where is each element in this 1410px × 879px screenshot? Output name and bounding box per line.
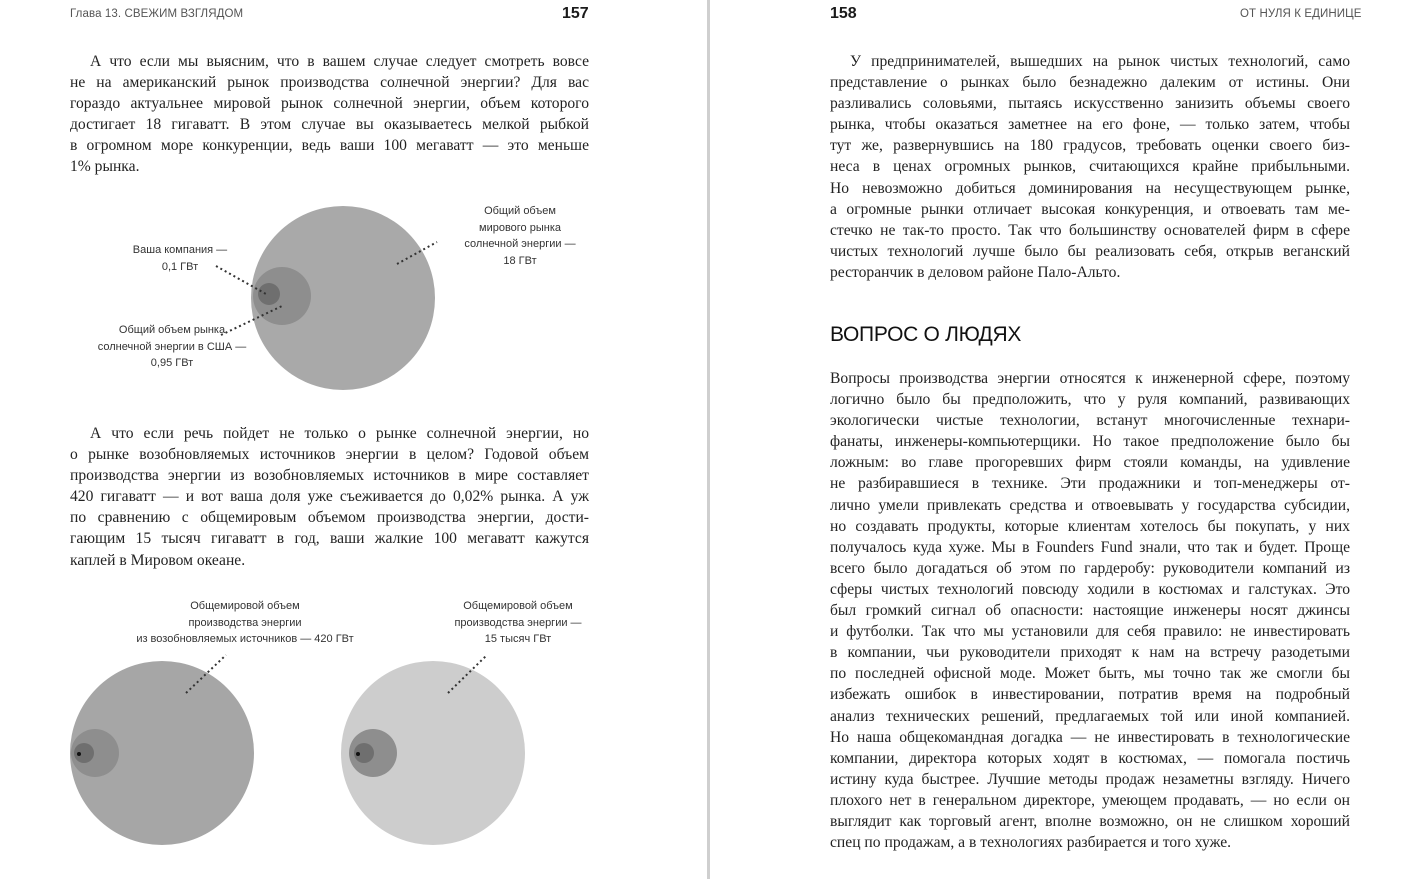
paragraph-solar-world: А что если мы выясним, что в вашем случае следует смотреть вовсе не на американский рынок производства солнечной энергии? Для вас гораздо актуальнее мировой рынок солнечной энергии, объем которого достигает 18 гигаватт. В этом случае вы оказываетесь мелкой рыбкой в огромном море конкуренции, ведь ваши 100 мегаватт — это меньше 1% рынка. <box>70 53 589 176</box>
running-head-book: ОТ НУЛЯ К ЕДИНИЦЕ <box>1240 8 1362 20</box>
dot-your-company <box>77 752 81 756</box>
circle-us-solar-small <box>74 743 94 763</box>
label-world-solar: Общий объем мирового рынка солнечной энергии — 18 ГВт <box>464 205 576 267</box>
page-number-right: 158 <box>830 5 857 22</box>
dot-company-small <box>356 752 360 756</box>
label-your-company: Ваша компания — 0,1 ГВт <box>132 244 228 273</box>
label-total-energy: Общемировой объем производства энергии — 15 тысяч ГВт <box>454 600 582 645</box>
section-heading: ВОПРОС О ЛЮДЯХ <box>830 323 1022 346</box>
running-head-chapter: Глава 13. СВЕЖИМ ВЗГЛЯДОМ <box>70 8 244 20</box>
paragraph-cleantech-markets: У предпринимателей, вышедших на рынок чистых технологий, само представление о рынках было безнадежно далеким от истины. Они разливались соловьями, пытаясь искусственно занизить объемы своего рынка, чтобы оказаться заметнее на его фоне, — только затем, чтобы тут же, развернувшись на 180 градусов, требовать оценки своего биз- неса в ценах огромных рынков, считающихся крайне прибыльными. Но невозможно добиться доминирования на несуществующем рынке, а огромные рынки отличает высокая конкуренция, и отвоевать там ме- стечко не так-то просто. Так что большинству основателей фирм в сфере чистых технологий лучше было бы реализовать себя, открыв веганский ресторанчик в деловом районе Пало-Альто. <box>830 53 1350 281</box>
paragraph-people-question: Вопросы производства энергии относятся к инженерной сфере, поэтому логично было бы предположить, что у руля компаний, развивающих экологически чистые технологии, встанут многочисленные технари- фанаты, инженеры-компьютерщики. Но такое предположение было бы ложным: во главе прогоревших фирм стояли команды, на удивление не разбиравшиеся в технике. Эти продажники и топ-менеджеры от- лично умели привлекать средства и отвоевывать у государства субсидии, но создавать продукты, которые клиентам хотелось бы покупать, у них получалось куда хуже. Мы в Founders Fund знали, что так и будет. Проще всего было догадаться об этом по гардеробу: руководители компаний из сферы чистых технологий повсюду ходили в костюмах и галстуках. Это был громкий сигнал об опасности: настоящие инженеры носят джинсы и футболки. Так что мы установили для себя правило: не инвестировать в компании, чьи руководители приходят к нам на встречу разодетыми по последней офисной моде. Может быть, мы точно так же смогли бы избежать ошибок в инвестировании, потратив время на подробный анализ технических решений, предлагаемых той или иной компанией. Но наша общекомандная догадка — не инвестировать в технологические компании, директора которых ходят в костюмах, — помогала постичь истину куда быстрее. Лучшие методы продаж незаметны взгляду. Ничего плохого нет в генеральном директоре, умеющем продавать, — но если он выглядит как торговый агент, вполне возможно, он не слишком хороший спец по продажам, а в технологиях разбирается и того хуже. <box>830 370 1350 852</box>
label-renewables: Общемировой объем производства энергии из возобновляемых источников — 420 ГВт <box>136 600 354 645</box>
right-page <box>712 0 1410 879</box>
page-divider <box>707 0 710 879</box>
circle-your-company <box>258 283 280 305</box>
label-us-market: Общий объем рынка солнечной энергии в США — 0,95 ГВт <box>97 324 247 369</box>
page-number-left: 157 <box>562 5 589 22</box>
paragraph-renewables: А что если речь пойдет не только о рынке солнечной энергии, но о рынке возобновляемых источников энергии в целом? Годовой объем производства энергии из возобновляемых источников в мире составляет 420 гигаватт — и вот ваша доля уже съеживается до 0,02% рынка. А уж по сравнению с общемировым объемом производства энергии, дости- гающим 15 тысяч гигаватт в год, ваши жалкие 100 мегаватт кажутся каплей в Мировом океане. <box>70 425 589 569</box>
